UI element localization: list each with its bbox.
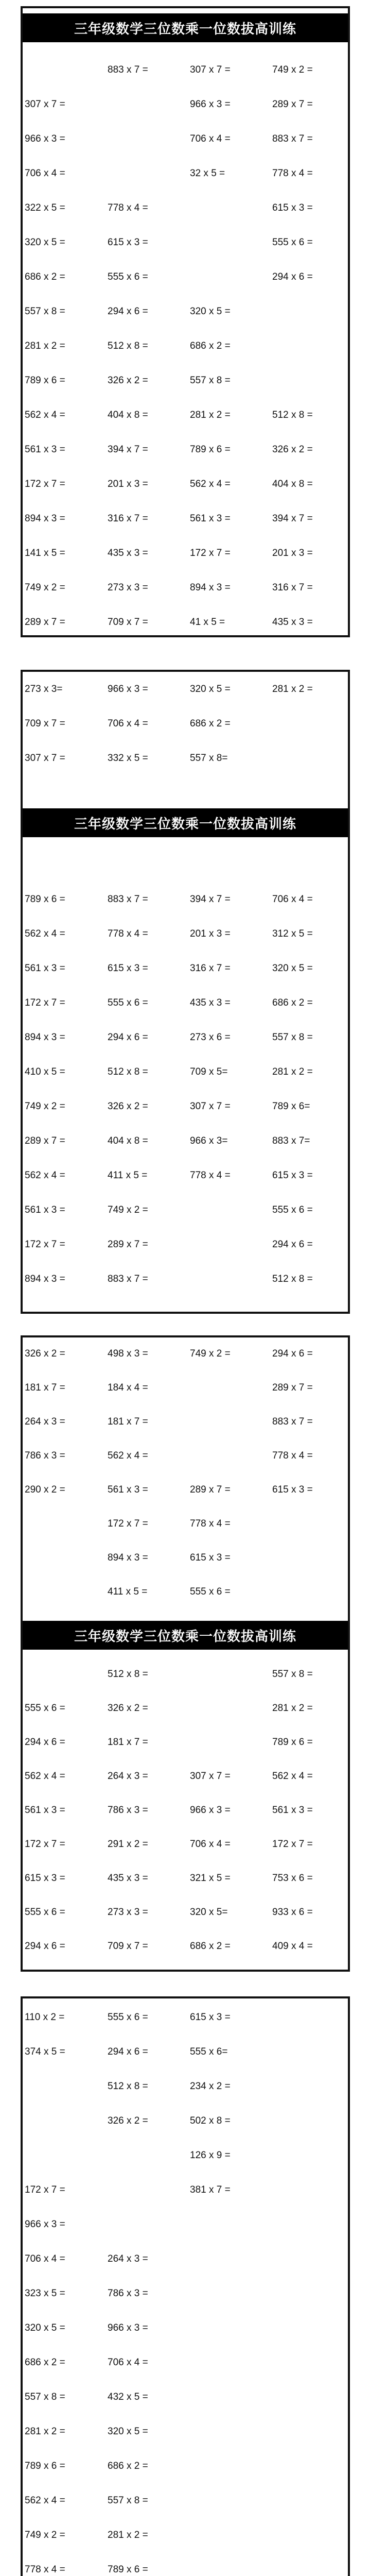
problem-cell: 326 x 2 = (108, 2115, 148, 2126)
worksheet-title: 三年级数学三位数乘一位数拔高训练 (23, 13, 348, 42)
problem-cell: 709 x 7 = (108, 1941, 148, 1952)
problem-cell: 281 x 2 = (190, 410, 231, 420)
problem-cell: 281 x 2 = (272, 1066, 313, 1077)
problem-cell: 562 x 4 = (25, 928, 65, 939)
problem-cell: 294 x 6 = (272, 1239, 313, 1250)
problem-cell: 894 x 3 = (25, 1274, 65, 1284)
problem-cell: 281 x 2 = (272, 1703, 313, 1714)
problem-cell: 307 x 7 = (25, 753, 65, 764)
problem-cell: 172 x 7 = (272, 1839, 313, 1850)
worksheet-page-1 (21, 6, 350, 637)
problem-cell: 326 x 2 = (25, 1348, 65, 1359)
problem-cell: 289 x 7 = (25, 1136, 65, 1146)
problem-cell: 409 x 4 = (272, 1941, 313, 1952)
problem-cell: 316 x 7 = (108, 513, 148, 524)
problem-cell: 435 x 3 = (108, 548, 148, 558)
problem-cell: 381 x 7 = (190, 2184, 231, 2195)
problem-cell: 555 x 6 = (272, 237, 313, 248)
problem-cell: 294 x 6 = (272, 1348, 313, 1359)
problem-cell: 332 x 5 = (108, 753, 148, 764)
problem-cell: 555 x 6 = (25, 1703, 65, 1714)
problem-cell: 561 x 3 = (272, 1805, 313, 1816)
problem-cell: 184 x 4 = (108, 1382, 148, 1393)
problem-cell: 883 x 7 = (272, 133, 313, 144)
problem-cell: 966 x 3= (190, 1136, 228, 1146)
problem-cell: 615 x 3 = (272, 1170, 313, 1181)
problem-cell: 561 x 3 = (25, 1805, 65, 1816)
problem-cell: 172 x 7 = (25, 1839, 65, 1850)
problem-cell: 172 x 7 = (25, 479, 65, 489)
problem-cell: 307 x 7 = (190, 64, 231, 75)
problem-cell: 289 x 7 = (108, 1239, 148, 1250)
problem-cell: 789 x 6 = (25, 2461, 65, 2471)
problem-cell: 512 x 8 = (108, 341, 148, 351)
problem-cell: 894 x 3 = (190, 582, 231, 593)
problem-cell: 172 x 7 = (190, 548, 231, 558)
problem-cell: 615 x 3 = (108, 963, 148, 974)
problem-cell: 32 x 5 = (190, 168, 225, 179)
problem-cell: 320 x 5 = (25, 2323, 65, 2333)
problem-cell: 555 x 6 = (190, 1586, 231, 1597)
problem-cell: 394 x 7 = (272, 513, 313, 524)
problem-cell: 883 x 7 = (272, 1416, 313, 1427)
problem-cell: 432 x 5 = (108, 2392, 148, 2402)
problem-cell: 512 x 8 = (108, 1669, 148, 1680)
problem-cell: 512 x 8 = (108, 2081, 148, 2092)
problem-cell: 894 x 3 = (108, 1552, 148, 1563)
problem-cell: 555 x 6 = (108, 997, 148, 1008)
problem-cell: 562 x 4 = (272, 1771, 313, 1782)
problem-cell: 749 x 2 = (25, 582, 65, 593)
problem-cell: 561 x 3 = (108, 1484, 148, 1495)
problem-cell: 273 x 3= (25, 684, 63, 694)
problem-cell: 320 x 5 = (108, 2426, 148, 2437)
problem-cell: 789 x 6 = (25, 894, 65, 905)
problem-cell: 291 x 2 = (108, 1839, 148, 1850)
problem-cell: 786 x 3 = (108, 1805, 148, 1816)
problem-cell: 883 x 7 = (108, 894, 148, 905)
problem-cell: 320 x 5 = (190, 306, 231, 317)
problem-cell: 294 x 6 = (108, 1032, 148, 1043)
problem-cell: 615 x 3 = (108, 237, 148, 248)
problem-cell: 435 x 3 = (272, 617, 313, 628)
problem-cell: 966 x 3 = (108, 2323, 148, 2333)
worksheet-page-3 (21, 1335, 350, 1972)
problem-cell: 110 x 2 = (25, 2012, 65, 2023)
problem-cell: 561 x 3 = (25, 963, 65, 974)
problem-cell: 281 x 2 = (25, 341, 65, 351)
problem-cell: 966 x 3 = (190, 99, 231, 110)
problem-cell: 883 x 7= (272, 1136, 310, 1146)
problem-cell: 709 x 7 = (25, 718, 65, 729)
problem-cell: 557 x 8 = (25, 2392, 65, 2402)
problem-cell: 555 x 6 = (272, 1205, 313, 1215)
problem-cell: 778 x 4 = (272, 168, 313, 179)
problem-cell: 749 x 2 = (25, 1101, 65, 1112)
problem-cell: 749 x 2 = (108, 1205, 148, 1215)
problem-cell: 706 x 4 = (190, 1839, 231, 1850)
problem-cell: 294 x 6 = (272, 272, 313, 282)
problem-cell: 181 x 7 = (108, 1737, 148, 1748)
problem-cell: 749 x 2 = (272, 64, 313, 75)
problem-cell: 686 x 2 = (272, 997, 313, 1008)
problem-cell: 320 x 5 = (272, 963, 313, 974)
problem-cell: 512 x 8 = (272, 410, 313, 420)
problem-cell: 294 x 6 = (25, 1941, 65, 1952)
problem-cell: 778 x 4 = (25, 2564, 65, 2575)
problem-cell: 615 x 3 = (272, 202, 313, 213)
problem-cell: 555 x 6 = (108, 272, 148, 282)
problem-cell: 172 x 7 = (25, 1239, 65, 1250)
problem-cell: 498 x 3 = (108, 1348, 148, 1359)
problem-cell: 557 x 8= (190, 753, 228, 764)
problem-cell: 557 x 8 = (190, 375, 231, 386)
problem-cell: 966 x 3 = (25, 2219, 65, 2230)
problem-cell: 321 x 5 = (190, 1873, 231, 1884)
problem-cell: 786 x 3 = (108, 2288, 148, 2299)
problem-cell: 778 x 4 = (108, 928, 148, 939)
problem-cell: 555 x 6 = (25, 1907, 65, 1918)
problem-cell: 706 x 4 = (25, 168, 65, 179)
problem-cell: 294 x 6 = (108, 2046, 148, 2057)
problem-cell: 615 x 3 = (25, 1873, 65, 1884)
problem-cell: 172 x 7 = (25, 997, 65, 1008)
problem-cell: 326 x 2 = (108, 375, 148, 386)
problem-cell: 686 x 2 = (25, 272, 65, 282)
problem-cell: 320 x 5 = (190, 684, 231, 694)
worksheet-title: 三年级数学三位数乘一位数拔高训练 (23, 808, 348, 837)
problem-cell: 312 x 5 = (272, 928, 313, 939)
problem-cell: 172 x 7 = (25, 2184, 65, 2195)
problem-cell: 778 x 4 = (190, 1518, 231, 1529)
problem-cell: 410 x 5 = (25, 1066, 65, 1077)
problem-cell: 323 x 5 = (25, 2288, 65, 2299)
problem-cell: 753 x 6 = (272, 1873, 313, 1884)
problem-cell: 557 x 8 = (272, 1669, 313, 1680)
problem-cell: 41 x 5 = (190, 617, 225, 628)
problem-cell: 316 x 7 = (190, 963, 231, 974)
worksheet-title: 三年级数学三位数乘一位数拔高训练 (23, 1621, 348, 1650)
problem-cell: 557 x 8 = (25, 306, 65, 317)
problem-cell: 883 x 7 = (108, 1274, 148, 1284)
problem-cell: 686 x 2 = (190, 341, 231, 351)
problem-cell: 778 x 4 = (272, 1450, 313, 1461)
problem-cell: 281 x 2 = (108, 2530, 148, 2540)
problem-cell: 709 x 7 = (108, 617, 148, 628)
problem-cell: 966 x 3 = (190, 1805, 231, 1816)
problem-cell: 289 x 7 = (272, 1382, 313, 1393)
problem-cell: 281 x 2 = (25, 2426, 65, 2437)
problem-cell: 789 x 6 = (272, 1737, 313, 1748)
problem-cell: 394 x 7 = (190, 894, 231, 905)
problem-cell: 273 x 3 = (108, 1907, 148, 1918)
problem-cell: 706 x 4 = (190, 133, 231, 144)
problem-cell: 322 x 5 = (25, 202, 65, 213)
problem-cell: 289 x 7 = (190, 1484, 231, 1495)
problem-cell: 307 x 7 = (190, 1101, 231, 1112)
problem-cell: 557 x 8 = (108, 2495, 148, 2506)
problem-cell: 404 x 8 = (108, 1136, 148, 1146)
problem-cell: 326 x 2 = (272, 444, 313, 455)
problem-cell: 778 x 4 = (108, 202, 148, 213)
problem-cell: 786 x 3 = (25, 1450, 65, 1461)
problem-cell: 264 x 3 = (25, 1416, 65, 1427)
problem-cell: 894 x 3 = (25, 513, 65, 524)
problem-cell: 181 x 7 = (25, 1382, 65, 1393)
problem-cell: 686 x 2 = (190, 718, 231, 729)
problem-cell: 435 x 3 = (190, 997, 231, 1008)
problem-cell: 706 x 4 = (272, 894, 313, 905)
problem-cell: 894 x 3 = (25, 1032, 65, 1043)
problem-cell: 789 x 6 = (108, 2564, 148, 2575)
problem-cell: 686 x 2 = (108, 2461, 148, 2471)
problem-cell: 273 x 6 = (190, 1032, 231, 1043)
problem-cell: 307 x 7 = (190, 1771, 231, 1782)
problem-cell: 615 x 3 = (272, 1484, 313, 1495)
problem-cell: 561 x 3 = (25, 444, 65, 455)
problem-cell: 686 x 2 = (25, 2357, 65, 2368)
problem-cell: 264 x 3 = (108, 1771, 148, 1782)
problem-cell: 789 x 6 = (190, 444, 231, 455)
problem-cell: 966 x 3 = (25, 133, 65, 144)
problem-cell: 126 x 9 = (190, 2150, 231, 2161)
worksheet-page-2 (21, 670, 350, 1314)
problem-cell: 172 x 7 = (108, 1518, 148, 1529)
problem-cell: 201 x 3 = (272, 548, 313, 558)
problem-cell: 141 x 5 = (25, 548, 65, 558)
problem-cell: 749 x 2 = (25, 2530, 65, 2540)
problem-cell: 555 x 6 = (108, 2012, 148, 2023)
problem-cell: 411 x 5 = (108, 1170, 148, 1181)
problem-cell: 709 x 5= (190, 1066, 228, 1077)
problem-cell: 686 x 2 = (190, 1941, 231, 1952)
problem-cell: 706 x 4 = (108, 718, 148, 729)
problem-cell: 561 x 3 = (190, 513, 231, 524)
problem-cell: 512 x 8 = (108, 1066, 148, 1077)
problem-cell: 273 x 3 = (108, 582, 148, 593)
problem-cell: 562 x 4 = (108, 1450, 148, 1461)
problem-cell: 789 x 6 = (25, 375, 65, 386)
problem-cell: 294 x 6 = (25, 1737, 65, 1748)
worksheet-page-4 (21, 1996, 350, 2576)
problem-cell: 561 x 3 = (25, 1205, 65, 1215)
problem-cell: 562 x 4 = (25, 1771, 65, 1782)
problem-cell: 933 x 6 = (272, 1907, 313, 1918)
problem-cell: 394 x 7 = (108, 444, 148, 455)
problem-cell: 316 x 7 = (272, 582, 313, 593)
problem-cell: 562 x 4 = (25, 1170, 65, 1181)
problem-cell: 706 x 4 = (108, 2357, 148, 2368)
problem-cell: 615 x 3 = (190, 1552, 231, 1563)
problem-cell: 404 x 8 = (108, 410, 148, 420)
problem-cell: 374 x 5 = (25, 2046, 65, 2057)
problem-cell: 326 x 2 = (108, 1101, 148, 1112)
problem-cell: 201 x 3 = (108, 479, 148, 489)
problem-cell: 181 x 7 = (108, 1416, 148, 1427)
problem-cell: 562 x 4 = (25, 410, 65, 420)
problem-cell: 404 x 8 = (272, 479, 313, 489)
problem-cell: 289 x 7 = (25, 617, 65, 628)
problem-cell: 281 x 2 = (272, 684, 313, 694)
problem-cell: 562 x 4 = (190, 479, 231, 489)
problem-cell: 411 x 5 = (108, 1586, 148, 1597)
problem-cell: 201 x 3 = (190, 928, 231, 939)
problem-cell: 320 x 5= (190, 1907, 228, 1918)
problem-cell: 749 x 2 = (190, 1348, 231, 1359)
problem-cell: 294 x 6 = (108, 306, 148, 317)
problem-cell: 706 x 4 = (25, 2253, 65, 2264)
problem-cell: 562 x 4 = (25, 2495, 65, 2506)
problem-cell: 615 x 3 = (190, 2012, 231, 2023)
problem-cell: 290 x 2 = (25, 1484, 65, 1495)
problem-cell: 966 x 3 = (108, 684, 148, 694)
problem-cell: 435 x 3 = (108, 1873, 148, 1884)
problem-cell: 502 x 8 = (190, 2115, 231, 2126)
problem-cell: 307 x 7 = (25, 99, 65, 110)
problem-cell: 789 x 6= (272, 1101, 310, 1112)
problem-cell: 557 x 8 = (272, 1032, 313, 1043)
problem-cell: 555 x 6= (190, 2046, 228, 2057)
problem-cell: 326 x 2 = (108, 1703, 148, 1714)
problem-cell: 320 x 5 = (25, 237, 65, 248)
problem-cell: 883 x 7 = (108, 64, 148, 75)
problem-cell: 289 x 7 = (272, 99, 313, 110)
problem-cell: 234 x 2 = (190, 2081, 231, 2092)
problem-cell: 264 x 3 = (108, 2253, 148, 2264)
problem-cell: 778 x 4 = (190, 1170, 231, 1181)
problem-cell: 512 x 8 = (272, 1274, 313, 1284)
